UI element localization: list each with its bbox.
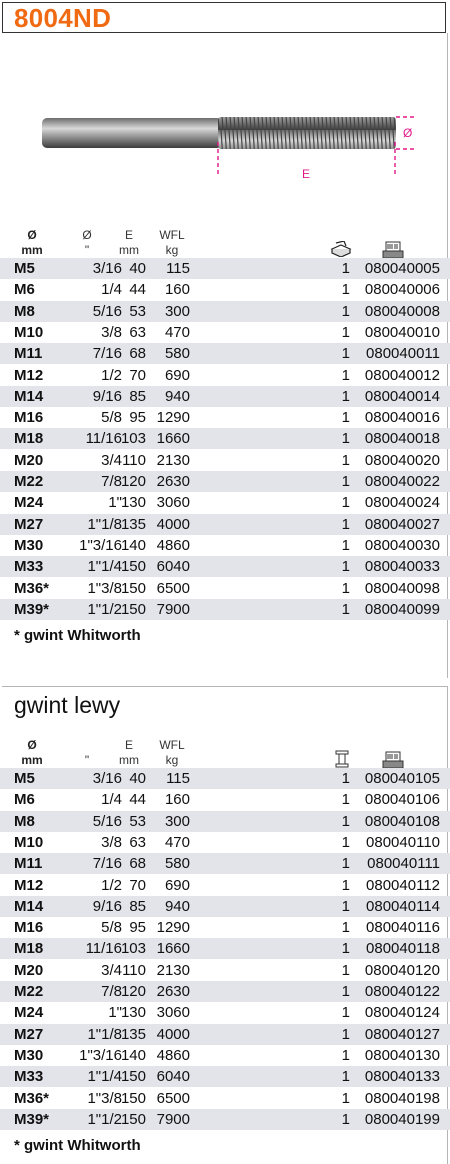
length-e-cell: 103	[120, 940, 146, 958]
length-e-cell: 53	[129, 812, 146, 830]
length-e-cell: 68	[129, 345, 146, 363]
quantity-cell: 1	[341, 494, 350, 512]
size-cell: M20	[14, 961, 44, 979]
article-code-cell: 080040198	[364, 1089, 440, 1107]
size-cell: M11	[14, 855, 43, 873]
quantity-cell: 1	[341, 558, 350, 576]
header-size-unit: mm	[21, 753, 43, 767]
article-code-cell: 080040122	[364, 983, 440, 1000]
quantity-cell: 1	[341, 1089, 350, 1107]
barcode-scanner-icon	[382, 241, 404, 259]
header-wfl: WFL	[159, 228, 185, 242]
header-wfl-unit: kg	[165, 243, 179, 257]
size-cell: M6	[14, 791, 35, 809]
length-e-cell: 150	[120, 558, 146, 576]
wfl-kg-cell: 690	[164, 366, 190, 384]
size-cell: M24	[14, 494, 44, 512]
quantity-cell: 1	[341, 536, 350, 554]
table-row	[0, 832, 450, 853]
size-cell: M33	[14, 558, 44, 576]
inch-size-cell: 1"	[108, 1004, 122, 1022]
table-row	[0, 599, 450, 620]
size-cell: M8	[14, 812, 35, 830]
size-cell: M16	[14, 919, 44, 937]
quantity-cell: 1	[341, 983, 350, 1000]
size-cell: M24	[14, 1004, 44, 1022]
table-row	[0, 981, 450, 1002]
size-cell: M12	[14, 876, 44, 894]
wfl-kg-cell: 6040	[156, 1068, 190, 1086]
inch-size-cell: 1"1/4	[87, 1068, 122, 1086]
quantity-cell: 1	[341, 451, 350, 469]
wfl-kg-cell: 940	[164, 897, 190, 915]
inch-size-cell: 1"3/8	[87, 579, 122, 597]
wfl-kg-cell: 580	[164, 345, 190, 363]
article-code-cell: 080040124	[364, 1004, 440, 1022]
inch-size-cell: 7/8	[101, 983, 122, 1000]
length-e-cell: 130	[120, 494, 146, 512]
wfl-kg-cell: 7900	[156, 1110, 190, 1128]
header-inch-unit: "	[84, 243, 90, 257]
size-cell: M36*	[14, 1089, 50, 1107]
header-e: E	[124, 738, 133, 752]
barcode-scanner-icon	[382, 751, 404, 769]
article-code-cell: 080040030	[364, 536, 440, 554]
table-row	[0, 556, 450, 577]
article-code-cell: 080040027	[364, 515, 440, 533]
table-row	[0, 896, 450, 917]
length-e-cell: 95	[129, 409, 146, 427]
product-code: 8004ND	[14, 3, 112, 33]
length-e-cell: 150	[120, 1089, 146, 1107]
table-row	[0, 386, 450, 407]
table-header	[0, 228, 450, 262]
inch-size-cell: 5/16	[92, 812, 122, 830]
article-code-cell: 080040120	[364, 961, 440, 979]
table-row	[0, 343, 450, 364]
wfl-kg-cell: 300	[164, 812, 190, 830]
article-code-cell: 080040106	[364, 791, 440, 809]
table-row	[0, 789, 450, 810]
size-cell: M22	[14, 473, 44, 490]
size-cell: M30	[14, 536, 44, 554]
size-cell: M10	[14, 323, 44, 341]
rod-shank	[42, 118, 222, 148]
inch-size-cell: 1/2	[101, 366, 122, 384]
inch-size-cell: 9/16	[92, 897, 122, 915]
article-code-cell: 080040116	[366, 919, 440, 937]
inch-size-cell: 3/16	[92, 260, 122, 277]
wfl-kg-cell: 1660	[156, 940, 190, 958]
article-code-cell: 080040033	[364, 558, 440, 576]
length-e-cell: 63	[129, 323, 146, 341]
stacked-parts-icon	[334, 750, 350, 768]
quantity-cell: 1	[341, 940, 350, 958]
article-code-cell: 080040111	[367, 855, 440, 873]
quantity-cell: 1	[341, 1068, 350, 1086]
length-e-cell: 70	[129, 876, 146, 894]
article-code-cell: 080040011	[366, 345, 440, 363]
wfl-kg-cell: 115	[166, 770, 190, 787]
length-e-cell: 110	[122, 451, 146, 469]
header-inch-unit: "	[84, 753, 90, 767]
header-e: E	[124, 228, 133, 242]
inch-size-cell: 11/16	[85, 430, 122, 448]
length-e-cell: 140	[120, 536, 146, 554]
article-code-cell: 080040108	[364, 812, 440, 830]
length-e-cell: 135	[120, 1025, 146, 1043]
quantity-cell: 1	[341, 430, 350, 448]
wfl-kg-cell: 115	[166, 260, 190, 277]
table-row	[0, 768, 450, 789]
footnote: * gwint Whitworth	[14, 627, 141, 644]
inch-size-cell: 1/4	[101, 791, 122, 809]
quantity-cell: 1	[341, 855, 350, 873]
wfl-kg-cell: 4860	[156, 1046, 190, 1064]
length-e-cell: 95	[129, 919, 146, 937]
inch-size-cell: 1"1/8	[87, 515, 122, 533]
length-e-cell: 63	[129, 833, 146, 851]
length-e-cell: 85	[129, 897, 146, 915]
article-code-cell: 080040005	[364, 260, 440, 277]
quantity-cell: 1	[341, 1004, 350, 1022]
article-code-cell: 080040010	[364, 323, 440, 341]
quantity-cell: 1	[341, 791, 350, 809]
length-e-cell: 40	[129, 770, 146, 787]
size-cell: M14	[14, 387, 44, 405]
quantity-cell: 1	[341, 323, 350, 341]
footnote: * gwint Whitworth	[14, 1137, 141, 1154]
table-row	[0, 535, 450, 556]
inch-size-cell: 3/4	[101, 961, 122, 979]
length-e-cell: 150	[120, 1110, 146, 1128]
quantity-cell: 1	[341, 1025, 350, 1043]
size-cell: M36*	[14, 579, 50, 597]
article-code-cell: 080040105	[364, 770, 440, 787]
wfl-kg-cell: 6040	[156, 558, 190, 576]
inch-size-cell: 3/16	[92, 770, 122, 787]
inch-size-cell: 11/16	[85, 940, 122, 958]
length-e-cell: 70	[129, 366, 146, 384]
article-code-cell: 080040006	[364, 281, 440, 299]
article-code-cell: 080040127	[364, 1025, 440, 1043]
wfl-kg-cell: 160	[164, 281, 190, 299]
size-cell: M6	[14, 281, 35, 299]
size-cell: M12	[14, 366, 44, 384]
table-row	[0, 917, 450, 938]
quantity-cell: 1	[341, 812, 350, 830]
table-row	[0, 578, 450, 599]
article-code-cell: 080040133	[364, 1068, 440, 1086]
size-cell: M39*	[14, 1110, 50, 1128]
length-e-cell: 150	[120, 579, 146, 597]
quantity-cell: 1	[341, 579, 350, 597]
article-code-cell: 080040199	[364, 1110, 440, 1128]
dim-label-diameter: Ø	[403, 126, 413, 140]
inch-size-cell: 7/16	[92, 345, 122, 363]
length-e-cell: 140	[120, 1046, 146, 1064]
table-row	[0, 258, 450, 279]
inch-size-cell: 1"	[108, 494, 122, 512]
wfl-kg-cell: 3060	[156, 494, 190, 512]
size-cell: M16	[14, 409, 44, 427]
table-row	[0, 428, 450, 449]
wfl-kg-cell: 7900	[156, 600, 190, 618]
quantity-cell: 1	[341, 366, 350, 384]
table-header	[0, 738, 450, 772]
length-e-cell: 44	[129, 281, 146, 299]
quantity-cell: 1	[341, 833, 350, 851]
inch-size-cell: 3/8	[101, 833, 122, 851]
inch-size-cell: 1"3/16	[79, 536, 122, 554]
table-row	[0, 811, 450, 832]
size-cell: M27	[14, 1025, 44, 1043]
length-e-cell: 150	[120, 600, 146, 618]
wfl-kg-cell: 1660	[156, 430, 190, 448]
wfl-kg-cell: 3060	[156, 1004, 190, 1022]
article-code-cell: 080040016	[364, 409, 440, 427]
table-row	[0, 301, 450, 322]
quantity-cell: 1	[341, 387, 350, 405]
size-cell: M5	[14, 260, 35, 277]
quantity-cell: 1	[341, 770, 350, 787]
inch-size-cell: 5/8	[101, 919, 122, 937]
table-row	[0, 853, 450, 874]
article-code-cell: 080040022	[364, 473, 440, 490]
threaded-rod-drawing	[0, 100, 450, 190]
wfl-kg-cell: 4000	[156, 515, 190, 533]
table-row	[0, 938, 450, 959]
table-row	[0, 322, 450, 343]
table-row	[0, 1088, 450, 1109]
quantity-cell: 1	[341, 302, 350, 320]
inch-size-cell: 7/8	[101, 473, 122, 490]
article-code-cell: 080040018	[364, 430, 440, 448]
table-row	[0, 1066, 450, 1087]
table-row	[0, 450, 450, 471]
inch-size-cell: 1"1/8	[87, 1025, 122, 1043]
size-cell: M10	[14, 833, 44, 851]
wfl-kg-cell: 470	[164, 323, 190, 341]
wfl-kg-cell: 2630	[156, 983, 190, 1000]
size-cell: M27	[14, 515, 44, 533]
size-cell: M20	[14, 451, 44, 469]
length-e-cell: 40	[129, 260, 146, 277]
table-row	[0, 514, 450, 535]
quantity-cell: 1	[341, 897, 350, 915]
quantity-cell: 1	[341, 600, 350, 618]
length-e-cell: 44	[129, 791, 146, 809]
article-code-cell: 080040020	[364, 451, 440, 469]
inch-size-cell: 1"1/2	[87, 1110, 122, 1128]
quantity-cell: 1	[341, 919, 350, 937]
dim-label-e: E	[302, 167, 311, 181]
article-code-cell: 080040014	[364, 387, 440, 405]
inch-size-cell: 3/8	[101, 323, 122, 341]
section-title: gwint lewy	[14, 692, 121, 718]
article-code-cell: 080040012	[364, 366, 440, 384]
package-icon	[330, 241, 352, 257]
inch-size-cell: 5/16	[92, 302, 122, 320]
quantity-cell: 1	[341, 281, 350, 299]
article-code-cell: 080040112	[366, 876, 440, 894]
size-cell: M14	[14, 897, 44, 915]
table-row	[0, 1045, 450, 1066]
quantity-cell: 1	[341, 409, 350, 427]
article-code-cell: 080040008	[364, 302, 440, 320]
quantity-cell: 1	[341, 876, 350, 894]
table-row	[0, 279, 450, 300]
header-wfl: WFL	[159, 738, 185, 752]
table-row	[0, 875, 450, 896]
inch-size-cell: 5/8	[101, 409, 122, 427]
header-inch: Ø	[82, 228, 92, 242]
size-cell: M22	[14, 983, 44, 1000]
header-e-unit: mm	[119, 753, 139, 767]
quantity-cell: 1	[341, 1046, 350, 1064]
wfl-kg-cell: 940	[164, 387, 190, 405]
inch-size-cell: 3/4	[101, 451, 122, 469]
wfl-kg-cell: 4000	[156, 1025, 190, 1043]
wfl-kg-cell: 470	[164, 833, 190, 851]
quantity-cell: 1	[341, 515, 350, 533]
length-e-cell: 103	[120, 430, 146, 448]
table-row	[0, 960, 450, 981]
article-code-cell: 080040024	[364, 494, 440, 512]
inch-size-cell: 1"1/4	[87, 558, 122, 576]
article-code-cell: 080040114	[366, 897, 440, 915]
wfl-kg-cell: 2130	[156, 961, 190, 979]
header-size: Ø	[27, 738, 37, 752]
size-cell: M39*	[14, 600, 50, 618]
article-code-cell: 080040099	[364, 600, 440, 618]
size-cell: M11	[14, 345, 43, 363]
length-e-cell: 135	[120, 515, 146, 533]
table-row	[0, 492, 450, 513]
wfl-kg-cell: 6500	[156, 1089, 190, 1107]
article-code-cell: 080040130	[364, 1046, 440, 1064]
wfl-kg-cell: 2130	[156, 451, 190, 469]
wfl-kg-cell: 6500	[156, 579, 190, 597]
wfl-kg-cell: 4860	[156, 536, 190, 554]
wfl-kg-cell: 1290	[156, 409, 190, 427]
header-size: Ø	[27, 228, 37, 242]
length-e-cell: 68	[129, 855, 146, 873]
inch-size-cell: 1"3/8	[87, 1089, 122, 1107]
table-row	[0, 407, 450, 428]
size-cell: M8	[14, 302, 35, 320]
wfl-kg-cell: 2630	[156, 473, 190, 490]
inch-size-cell: 1/4	[101, 281, 122, 299]
length-e-cell: 120	[120, 983, 146, 1000]
wfl-kg-cell: 160	[164, 791, 190, 809]
article-code-cell: 080040110	[366, 833, 440, 851]
size-cell: M18	[14, 430, 44, 448]
length-e-cell: 120	[120, 473, 146, 490]
wfl-kg-cell: 580	[164, 855, 190, 873]
length-e-cell: 110	[122, 961, 146, 979]
length-e-cell: 150	[120, 1068, 146, 1086]
article-code-cell: 080040118	[366, 940, 440, 958]
table-row	[0, 471, 450, 492]
table-row	[0, 365, 450, 386]
wfl-kg-cell: 1290	[156, 919, 190, 937]
size-cell: M30	[14, 1046, 44, 1064]
title-bar	[2, 2, 446, 33]
quantity-cell: 1	[341, 260, 350, 277]
quantity-cell: 1	[341, 345, 350, 363]
table-row	[0, 1002, 450, 1023]
table-row	[0, 1109, 450, 1130]
wfl-kg-cell: 690	[164, 876, 190, 894]
size-cell: M5	[14, 770, 35, 787]
rod-threaded-part	[218, 117, 396, 149]
inch-size-cell: 7/16	[92, 855, 122, 873]
article-code-cell: 080040098	[364, 579, 440, 597]
inch-size-cell: 1"1/2	[87, 600, 122, 618]
inch-size-cell: 1/2	[101, 876, 122, 894]
length-e-cell: 53	[129, 302, 146, 320]
header-size-unit: mm	[21, 243, 43, 257]
header-e-unit: mm	[119, 243, 139, 257]
size-cell: M33	[14, 1068, 44, 1086]
header-wfl-unit: kg	[165, 753, 179, 767]
length-e-cell: 130	[120, 1004, 146, 1022]
length-e-cell: 85	[129, 387, 146, 405]
table-row	[0, 1024, 450, 1045]
inch-size-cell: 9/16	[92, 387, 122, 405]
quantity-cell: 1	[341, 473, 350, 490]
inch-size-cell: 1"3/16	[79, 1046, 122, 1064]
quantity-cell: 1	[341, 1110, 350, 1128]
quantity-cell: 1	[341, 961, 350, 979]
size-cell: M18	[14, 940, 44, 958]
wfl-kg-cell: 300	[164, 302, 190, 320]
